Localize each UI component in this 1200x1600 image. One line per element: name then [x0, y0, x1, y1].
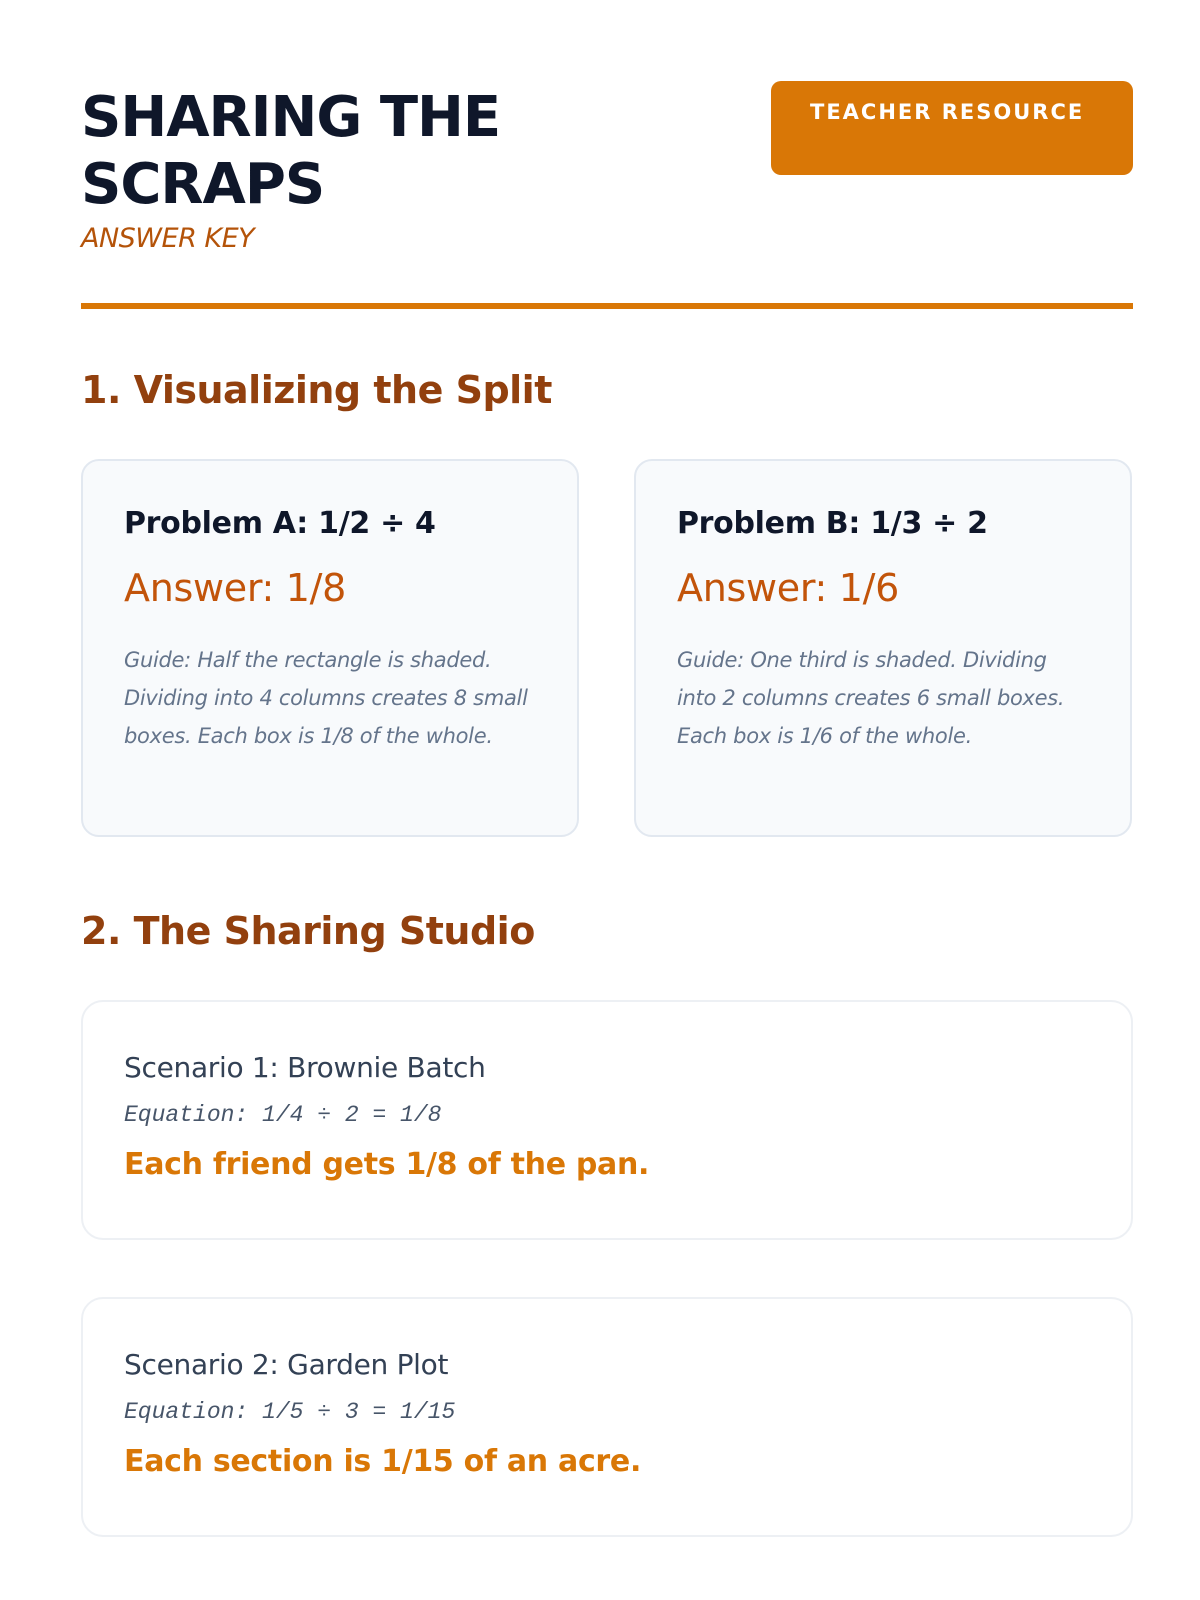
header-divider: [81, 303, 1133, 309]
page-header: [81, 0, 1133, 310]
section-heading-visualizing: 1. Visualizing the Split: [81, 368, 552, 412]
problem-guide: Guide: Half the rectangle is shaded. Dividing into 4 columns creates 8 small boxes. Each box is 1/8 of the whole.: [124, 648, 528, 748]
answer-key-page: [81, 0, 1133, 1479]
scenario-equation: Equation: 1/5 ÷ 3 = 1/15: [124, 1399, 456, 1425]
problem-card-b: [634, 459, 1132, 837]
scenario-title: Scenario 2: Garden Plot: [124, 1348, 449, 1381]
scenario-title: Scenario 1: Brownie Batch: [124, 1051, 486, 1084]
problem-answer: Answer: 1/6: [677, 566, 900, 610]
page-title: SHARING THE SCRAPS: [81, 85, 501, 217]
problem-guide: Guide: One third is shaded. Dividing into 2 columns creates 6 small boxes. Each box is 1/6 of the whole.: [677, 648, 1065, 748]
problem-title: Problem A: 1/2 ÷ 4: [124, 506, 436, 541]
problem-card-a: [81, 459, 579, 837]
scenario-equation: Equation: 1/4 ÷ 2 = 1/8: [124, 1102, 442, 1128]
page-subtitle: ANSWER KEY: [81, 223, 255, 254]
scenario-card-brownie: [81, 1000, 1133, 1240]
scenario-card-garden: [81, 1297, 1133, 1537]
teacher-resource-badge: TEACHER RESOURCE: [771, 81, 1133, 175]
section-heading-sharing-studio: 2. The Sharing Studio: [81, 909, 535, 953]
scenario-answer: Each friend gets 1/8 of the pan.: [124, 1147, 650, 1182]
scenario-answer: Each section is 1/15 of an acre.: [124, 1444, 642, 1479]
problem-title: Problem B: 1/3 ÷ 2: [677, 506, 988, 541]
problem-answer: Answer: 1/8: [124, 566, 347, 610]
